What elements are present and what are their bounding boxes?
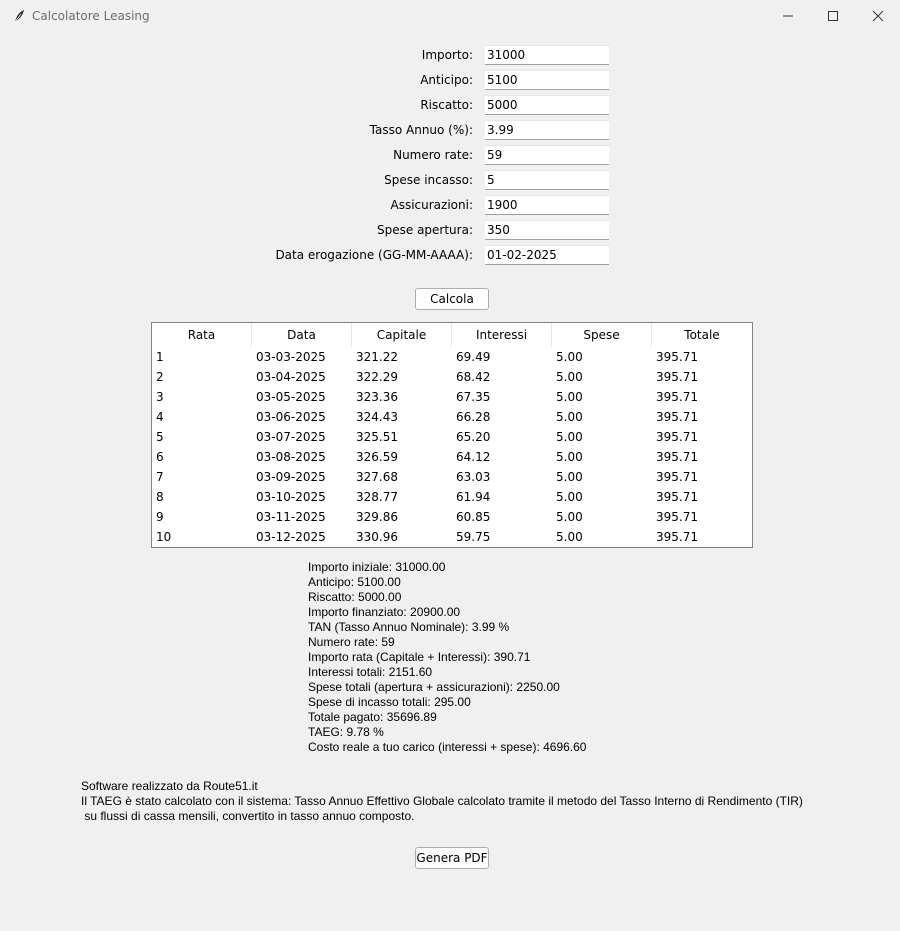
- numero-rate-input[interactable]: [485, 145, 609, 165]
- footer-credit: Software realizzato da Route51.it: [81, 779, 258, 793]
- importo-input[interactable]: [485, 45, 609, 65]
- summary-tan: TAN (Tasso Annuo Nominale): 3.99 %: [308, 620, 510, 634]
- column-header-capitale[interactable]: Capitale: [352, 323, 452, 347]
- summary-importo-finanziato: Importo finanziato: 20900.00: [308, 605, 461, 619]
- cell-capitale: 321.22: [356, 350, 398, 364]
- cell-rata: 7: [156, 470, 164, 484]
- cell-data: 03-05-2025: [256, 390, 326, 404]
- close-button[interactable]: [855, 0, 900, 32]
- tasso-annuo-input[interactable]: [485, 120, 609, 140]
- cell-rata: 4: [156, 410, 164, 424]
- spese-incasso-label: Spese incasso:: [384, 173, 473, 187]
- spese-apertura-input[interactable]: [485, 220, 609, 240]
- cell-totale: 395.71: [656, 470, 698, 484]
- anticipo-label: Anticipo:: [420, 73, 473, 87]
- maximize-button[interactable]: [810, 0, 856, 32]
- cell-data: 03-06-2025: [256, 410, 326, 424]
- cell-spese: 5.00: [556, 430, 583, 444]
- column-header-totale[interactable]: Totale: [684, 328, 720, 342]
- rate-table[interactable]: [151, 322, 753, 548]
- summary-anticipo: Anticipo: 5100.00: [308, 575, 401, 589]
- cell-spese: 5.00: [556, 470, 583, 484]
- feather-icon: [12, 9, 26, 23]
- cell-interessi: 65.20: [456, 430, 491, 444]
- footer-taeg-note-continued: su flussi di cassa mensili, convertito in tasso annuo composto.: [81, 809, 415, 823]
- cell-spese: 5.00: [556, 490, 583, 504]
- cell-data: 03-10-2025: [256, 490, 326, 504]
- cell-totale: 395.71: [656, 410, 698, 424]
- cell-capitale: 330.96: [356, 530, 398, 544]
- cell-spese: 5.00: [556, 510, 583, 524]
- cell-totale: 395.71: [656, 390, 698, 404]
- cell-spese: 5.00: [556, 370, 583, 384]
- table-row[interactable]: [152, 487, 752, 507]
- summary-importo-iniziale: Importo iniziale: 31000.00: [308, 560, 446, 574]
- cell-data: 03-03-2025: [256, 350, 326, 364]
- cell-totale: 395.71: [656, 370, 698, 384]
- cell-interessi: 67.35: [456, 390, 491, 404]
- importo-label: Importo:: [421, 48, 473, 62]
- cell-totale: 395.71: [656, 430, 698, 444]
- title-bar: [0, 0, 900, 32]
- column-header-spese[interactable]: Spese: [552, 323, 652, 347]
- cell-data: 03-11-2025: [256, 510, 326, 524]
- assicurazioni-input[interactable]: [485, 195, 609, 215]
- summary-taeg: TAEG: 9.78 %: [308, 725, 384, 739]
- cell-data: 03-08-2025: [256, 450, 326, 464]
- footer-info: [81, 779, 803, 824]
- summary-importo-rata: Importo rata (Capitale + Interessi): 390.71: [308, 650, 531, 664]
- cell-totale: 395.71: [656, 490, 698, 504]
- cell-interessi: 59.75: [456, 530, 491, 544]
- summary-spese-incasso-totali: Spese di incasso totali: 295.00: [308, 695, 471, 709]
- table-row[interactable]: [152, 447, 752, 467]
- cell-rata: 5: [156, 430, 164, 444]
- genera-pdf-button[interactable]: Genera PDF: [415, 847, 489, 869]
- cell-capitale: 328.77: [356, 490, 398, 504]
- cell-capitale: 329.86: [356, 510, 398, 524]
- cell-rata: 2: [156, 370, 164, 384]
- column-header-interessi[interactable]: Interessi: [452, 323, 552, 347]
- numero-rate-label: Numero rate:: [393, 148, 473, 162]
- data-erogazione-label: Data erogazione (GG-MM-AAAA):: [275, 248, 473, 262]
- summary-spese-totali: Spese totali (apertura + assicurazioni): 2250.00: [308, 680, 560, 694]
- riscatto-label: Riscatto:: [420, 98, 473, 112]
- table-row[interactable]: [152, 507, 752, 527]
- table-row[interactable]: [152, 367, 752, 387]
- data-erogazione-input[interactable]: [485, 245, 609, 265]
- cell-spese: 5.00: [556, 350, 583, 364]
- tasso-annuo-label: Tasso Annuo (%):: [369, 123, 473, 137]
- cell-interessi: 68.42: [456, 370, 491, 384]
- table-row[interactable]: [152, 467, 752, 487]
- cell-data: 03-04-2025: [256, 370, 326, 384]
- window-title: Calcolatore Leasing: [32, 9, 150, 23]
- cell-spese: 5.00: [556, 530, 583, 544]
- summary-numero-rate: Numero rate: 59: [308, 635, 395, 649]
- cell-interessi: 61.94: [456, 490, 491, 504]
- summary-costo-reale: Costo reale a tuo carico (interessi + spese): 4696.60: [308, 740, 587, 754]
- cell-interessi: 69.49: [456, 350, 491, 364]
- calcola-button[interactable]: Calcola: [415, 288, 489, 310]
- spese-apertura-label: Spese apertura:: [377, 223, 473, 237]
- cell-capitale: 325.51: [356, 430, 398, 444]
- cell-rata: 1: [156, 350, 164, 364]
- table-row[interactable]: [152, 387, 752, 407]
- cell-capitale: 322.29: [356, 370, 398, 384]
- cell-capitale: 324.43: [356, 410, 398, 424]
- cell-data: 03-09-2025: [256, 470, 326, 484]
- cell-rata: 9: [156, 510, 164, 524]
- summary-totale-pagato: Totale pagato: 35696.89: [308, 710, 437, 724]
- column-header-rata[interactable]: Rata: [152, 323, 252, 347]
- summary-riscatto: Riscatto: 5000.00: [308, 590, 402, 604]
- table-row[interactable]: [152, 427, 752, 447]
- cell-interessi: 64.12: [456, 450, 491, 464]
- cell-totale: 395.71: [656, 450, 698, 464]
- cell-interessi: 63.03: [456, 470, 491, 484]
- cell-totale: 395.71: [656, 530, 698, 544]
- summary-interessi-totali: Interessi totali: 2151.60: [308, 665, 433, 679]
- footer-taeg-note: Il TAEG è stato calcolato con il sistema: Tasso Annuo Effettivo Globale calcolato tramite il metodo del Tasso Interno di Rendimento (TIR): [81, 794, 803, 808]
- assicurazioni-label: Assicurazioni:: [390, 198, 473, 212]
- cell-rata: 10: [156, 530, 172, 544]
- cell-spese: 5.00: [556, 390, 583, 404]
- cell-rata: 8: [156, 490, 164, 504]
- spese-incasso-input[interactable]: [485, 170, 609, 190]
- table-row[interactable]: [152, 347, 752, 367]
- table-header: [152, 323, 752, 347]
- riscatto-input[interactable]: [485, 95, 609, 115]
- table-body: [152, 347, 752, 547]
- anticipo-input[interactable]: [485, 70, 609, 90]
- cell-totale: 395.71: [656, 510, 698, 524]
- cell-spese: 5.00: [556, 410, 583, 424]
- cell-totale: 395.71: [656, 350, 698, 364]
- cell-rata: 6: [156, 450, 164, 464]
- cell-capitale: 323.36: [356, 390, 398, 404]
- cell-capitale: 327.68: [356, 470, 398, 484]
- cell-data: 03-12-2025: [256, 530, 326, 544]
- cell-interessi: 66.28: [456, 410, 491, 424]
- cell-data: 03-07-2025: [256, 430, 326, 444]
- cell-capitale: 326.59: [356, 450, 398, 464]
- cell-spese: 5.00: [556, 450, 583, 464]
- column-header-data[interactable]: Data: [252, 323, 352, 347]
- minimize-button[interactable]: [765, 0, 811, 32]
- table-row[interactable]: [152, 527, 752, 547]
- cell-interessi: 60.85: [456, 510, 491, 524]
- cell-rata: 3: [156, 390, 164, 404]
- table-row[interactable]: [152, 407, 752, 427]
- summary-block: [308, 560, 586, 755]
